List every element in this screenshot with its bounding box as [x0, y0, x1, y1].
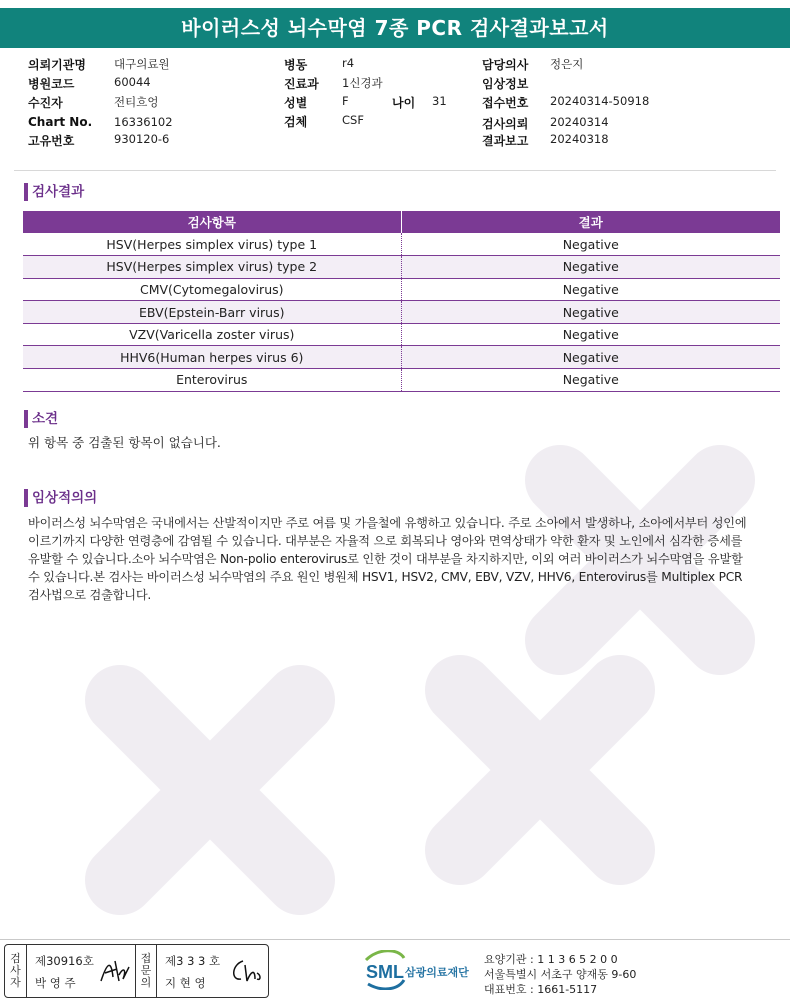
clinical-line: 유발할 수 있습니다.소아 뇌수막염은 Non-polio enterovirus로 인한 것이 대부분을 차지하지만, 이외 여러 바이러스가 뇌수막염을 유발할	[28, 552, 743, 566]
verifier-name: 지 현 영	[165, 976, 206, 990]
value-report-date: 20240318	[550, 132, 609, 146]
table-row	[23, 369, 780, 392]
test-item: HSV(Herpes simplex virus) type 2	[23, 256, 401, 279]
info-divider	[14, 170, 776, 171]
verifier-signature	[227, 955, 263, 987]
test-item: HSV(Herpes simplex virus) type 1	[23, 233, 401, 256]
verifier-char: 접	[140, 952, 152, 965]
test-result: Negative	[401, 346, 780, 369]
value-ward: r4	[342, 56, 355, 70]
label-doctor: 담당의사	[482, 58, 529, 72]
findings-section-title: 소견	[24, 410, 58, 428]
value-age: 31	[432, 94, 447, 108]
value-requesting-institution: 대구의료원	[114, 57, 170, 71]
test-item: Enterovirus	[23, 369, 401, 392]
results-table	[23, 211, 780, 392]
table-row	[23, 346, 780, 369]
findings-text: 위 항목 중 검출된 항목이 없습니다.	[28, 435, 221, 450]
label-receipt-no: 접수번호	[482, 96, 529, 110]
header-result: 결과	[401, 211, 780, 233]
report-title: 바이러스성 뇌수막염 7종 PCR 검사결과보고서	[0, 8, 790, 48]
value-department: 1신경과	[342, 76, 383, 90]
header-test-item: 검사항목	[23, 211, 401, 233]
value-unique-id: 930120-6	[114, 132, 170, 146]
test-item: HHV6(Human herpes virus 6)	[23, 346, 401, 369]
examiner-vertical-label	[5, 945, 27, 997]
table-row	[23, 256, 780, 279]
org-phone: 대표번호 : 1661-5117	[484, 983, 598, 996]
test-result: Negative	[401, 323, 780, 346]
value-chart-no: 16336102	[114, 115, 173, 129]
org-name: 삼광의료재단	[405, 966, 469, 979]
examiner-char: 사	[10, 964, 21, 977]
test-result: Negative	[401, 233, 780, 256]
org-address: 서울특별시 서초구 양재동 9-60	[484, 968, 637, 981]
signature-box	[4, 944, 269, 998]
label-sex: 성별	[284, 96, 308, 110]
clinical-section-title: 임상적의의	[24, 489, 97, 507]
test-result: Negative	[401, 256, 780, 279]
label-age: 나이	[392, 96, 416, 110]
test-result: Negative	[401, 301, 780, 324]
table-row	[23, 323, 780, 346]
footer-divider	[0, 939, 790, 940]
value-request-date: 20240314	[550, 115, 609, 129]
value-hospital-code: 60044	[114, 75, 151, 89]
label-department: 진료과	[284, 77, 319, 91]
examiner-char: 검	[10, 952, 21, 965]
value-doctor: 정은지	[550, 57, 584, 71]
clinical-text	[28, 514, 768, 604]
verifier-license-no: 제3 3 3 호	[165, 954, 221, 968]
examiner-license-no: 제30916호	[35, 954, 94, 968]
label-clinical-info: 임상정보	[482, 77, 529, 91]
value-patient: 전티흐엉	[114, 95, 159, 109]
value-specimen: CSF	[342, 113, 364, 127]
org-code: 요양기관 : 1 1 3 6 5 2 0 0	[484, 953, 618, 966]
label-hospital-code: 병원코드	[28, 77, 75, 91]
clinical-line: 이르기까지 다양한 연령층에 감염될 수 있습니다. 대부분은 자율적 으로 회복되나 영아와 면역상태가 약한 환자 및 노인에서 심각한 증세를	[28, 534, 743, 548]
test-result: Negative	[401, 369, 780, 392]
test-result: Negative	[401, 278, 780, 301]
examiner-char: 자	[10, 976, 21, 989]
label-requesting-institution: 의뢰기관명	[28, 58, 86, 72]
verifier-char: 문	[140, 964, 152, 977]
test-item: EBV(Epstein-Barr virus)	[23, 301, 401, 324]
examiner-name: 박 영 주	[35, 976, 76, 990]
clinical-line: 바이러스성 뇌수막염은 국내에서는 산발적이지만 주로 여름 및 가을철에 유행하고 있습니다. 주로 소아에서 발생하나, 소아에서부터 성인에	[28, 516, 747, 530]
clinical-line: 수 있습니다.본 검사는 바이러스성 뇌수막염의 주요 원인 병원체 HSV1, HSV2, CMV, EBV, VZV, HHV6, Enterovirus를 Multiplex PCR	[28, 570, 743, 584]
table-row	[23, 278, 780, 301]
value-sex: F	[342, 94, 349, 108]
examiner-signature	[97, 955, 133, 987]
clinical-line: 검사법으로 검출합니다.	[28, 588, 152, 602]
label-patient: 수진자	[28, 96, 63, 110]
label-unique-id: 고유번호	[28, 134, 75, 148]
label-chart-no: Chart No.	[28, 115, 93, 129]
verifier-vertical-label	[135, 945, 157, 997]
results-section-title: 검사결과	[24, 183, 84, 201]
results-header-row	[23, 211, 780, 233]
test-item: VZV(Varicella zoster virus)	[23, 323, 401, 346]
table-row	[23, 301, 780, 324]
test-item: CMV(Cytomegalovirus)	[23, 278, 401, 301]
label-report-date: 결과보고	[482, 134, 529, 148]
org-info	[484, 952, 636, 997]
label-ward: 병동	[284, 58, 308, 72]
value-receipt-no: 20240314-50918	[550, 94, 650, 108]
verifier-char: 의	[140, 976, 152, 989]
label-request-date: 검사의뢰	[482, 117, 529, 131]
logo-text: SML	[366, 962, 404, 982]
label-specimen: 검체	[284, 115, 308, 129]
table-row	[23, 233, 780, 256]
